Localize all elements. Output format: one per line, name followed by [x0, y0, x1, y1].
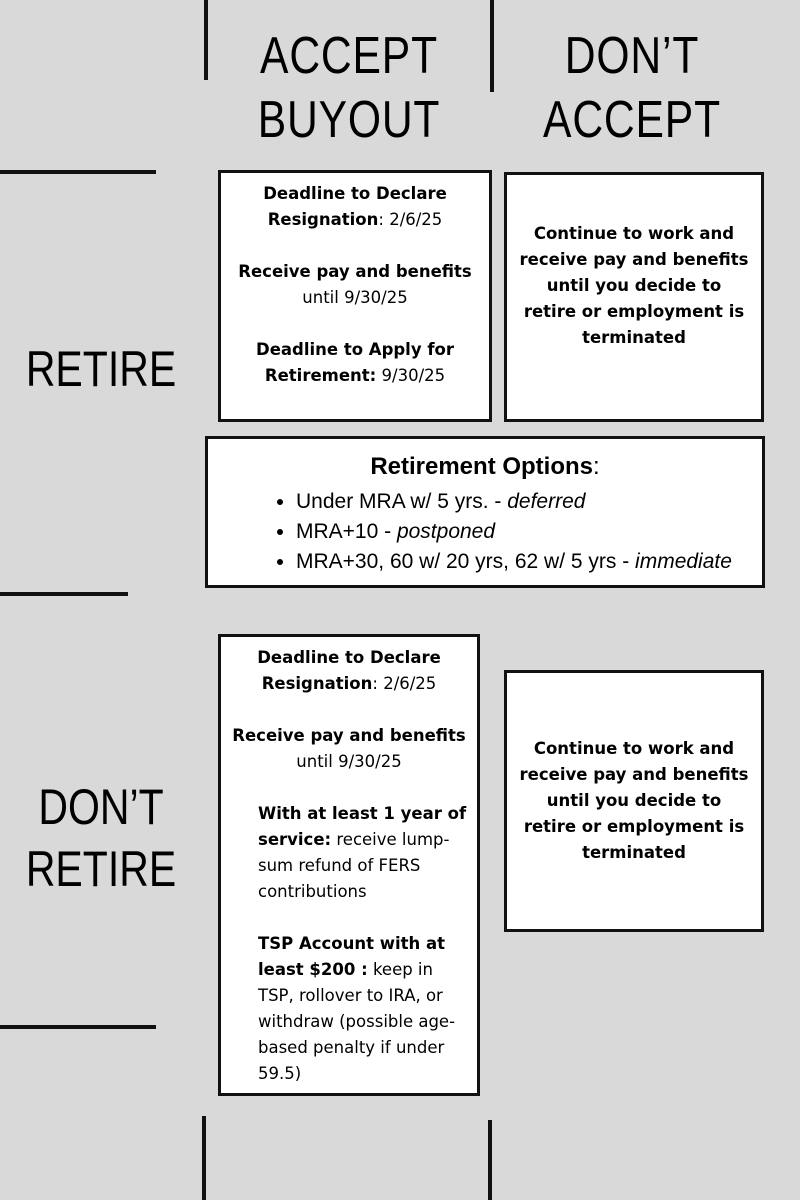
options-title-text: Retirement Options [370, 453, 594, 480]
header-dont-accept [519, 24, 745, 152]
option-item [296, 547, 762, 577]
option-item-text: MRA+10 - [296, 520, 397, 543]
dontretire-accept-deadline-declare-value: : 2/6/25 [372, 674, 437, 693]
dontretire-accept-pay-value: until 9/30/25 [296, 752, 402, 771]
dontretire-accept-service-value: receive lump-sum refund of FERS contributions [258, 830, 450, 901]
row-label-dont-retire-line1: DON’T [38, 779, 164, 835]
retire-accept-deadline-apply-value: 9/30/25 [376, 366, 446, 385]
box-retire-accept [218, 170, 492, 422]
retire-accept-deadline-apply-label: Deadline to Apply for Retirement: [256, 340, 454, 385]
divider-retire-bottom [0, 592, 128, 596]
divider-dontretire-bottom [0, 1025, 156, 1029]
header-accept-buyout [233, 24, 464, 152]
header-dont-accept-line1: DON’T [564, 27, 700, 85]
header-accept-line2: BUYOUT [257, 91, 441, 149]
option-item [296, 517, 762, 547]
divider-top-left-vertical [204, 0, 208, 80]
divider-top-middle-vertical [490, 0, 494, 92]
option-item-text: MRA+30, 60 w/ 20 yrs, 62 w/ 5 yrs - [296, 550, 636, 573]
retire-dont-accept-text: Continue to work and receive pay and benefits until you decide to retire or employment is terminated [519, 224, 749, 347]
box-retire-dont-accept [504, 172, 764, 422]
dontretire-accept-pay-label: Receive pay and benefits [232, 726, 466, 745]
row-label-dont-retire-line2: RETIRE [25, 841, 177, 897]
divider-bottom-middle-vertical [488, 1120, 492, 1200]
box-dontretire-accept [218, 634, 480, 1096]
row-label-retire-line1: RETIRE [25, 341, 177, 397]
retire-accept-pay-label: Receive pay and benefits [238, 262, 472, 281]
header-dont-accept-line2: ACCEPT [543, 91, 721, 149]
option-item [296, 487, 762, 517]
option-item-type: postponed [396, 520, 496, 543]
dontretire-dont-accept-text: Continue to work and receive pay and benefits until you decide to retire or employment is terminated [519, 739, 749, 862]
option-item-text: Under MRA w/ 5 yrs. - [296, 490, 508, 513]
dontretire-accept-deadline-declare-label: Deadline to Declare Resignation [257, 648, 441, 693]
box-retirement-options [205, 436, 765, 588]
dontretire-accept-tsp-label: TSP Account with at least $200 : [258, 934, 446, 979]
divider-bottom-left-vertical [202, 1116, 206, 1200]
option-item-type: immediate [635, 550, 732, 573]
retire-accept-pay-value: until 9/30/25 [302, 288, 408, 307]
dontretire-accept-service-label: With at least 1 year of service: [258, 804, 467, 849]
options-list [208, 487, 762, 577]
options-title-suffix: : [593, 453, 600, 480]
divider-retire-top [0, 170, 156, 174]
header-accept-line1: ACCEPT [260, 27, 438, 85]
dontretire-accept-tsp-value: keep in TSP, rollover to IRA, or withdraw (possible age-based penalty if under 59.5) [258, 960, 456, 1083]
retire-accept-deadline-declare-value: : 2/6/25 [378, 210, 443, 229]
retire-accept-deadline-declare-label: Deadline to Declare Resignation [263, 184, 447, 229]
box-dontretire-dont-accept [504, 670, 764, 932]
options-title [208, 453, 762, 481]
row-label-retire [18, 338, 184, 400]
option-item-type: deferred [507, 490, 586, 513]
row-label-dont-retire [18, 776, 184, 900]
